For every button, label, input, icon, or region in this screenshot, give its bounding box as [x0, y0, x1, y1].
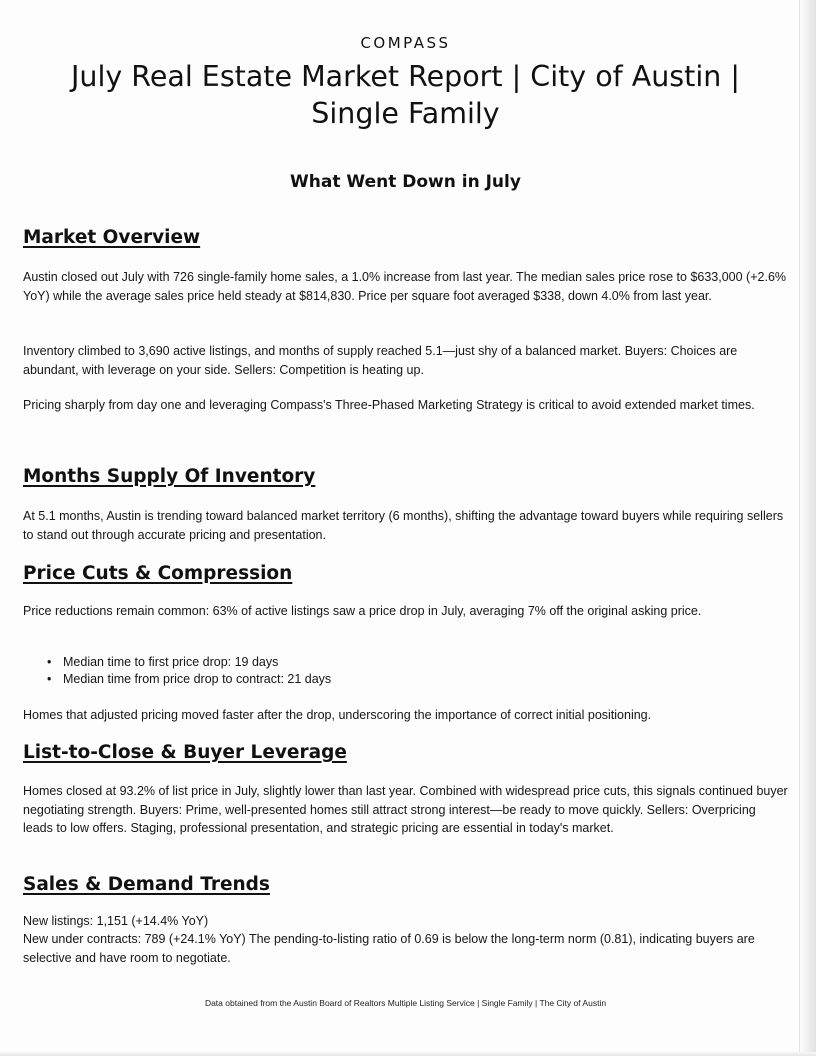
list-item	[47, 654, 331, 671]
months-supply-paragraph: At 5.1 months, Austin is trending toward balanced market territory (6 months), shifting the advantage toward buyers while requiring sellers to stand out through accurate pricing and presentation.	[23, 509, 784, 542]
list-to-close-paragraph: Homes closed at 93.2% of list price in July, slightly lower than last year. Combined with widespread price cuts, this signals continued buyer negotiating strength. Buyers: Prime, well-presented homes still attract strong interest—be ready to move quickly. Sellers: Overpricing leads to low offers. Staging, professional presentation, and strategic pricing are essential in today's market.	[23, 784, 788, 835]
list-item	[47, 671, 331, 688]
bullet-text: Median time to first price drop: 19 days	[63, 655, 279, 669]
market-overview-paragraph-1: Austin closed out July with 726 single-family home sales, a 1.0% increase from last year. The median sales price rose to $633,000 (+2.6% YoY) while the average sales price held steady at $814,830. Price per square foot averaged $338, down 4.0% from last year.	[23, 270, 787, 303]
price-cuts-paragraph-1: Price reductions remain common: 63% of active listings saw a price drop in July, averaging 7% off the original asking price.	[23, 604, 702, 618]
new-listings-line: New listings: 1,151 (+14.4% YoY)	[23, 914, 209, 928]
price-cuts-paragraph-2: Homes that adjusted pricing moved faster after the drop, underscoring the importance of correct initial positioning.	[23, 708, 652, 722]
report-title: July Real Estate Market Report | City of Austin | Single Family	[71, 60, 740, 130]
page-edge-shadow	[799, 0, 816, 1056]
bullet-dot-icon: •	[47, 655, 52, 669]
market-overview-paragraph-3: Pricing sharply from day one and leveraging Compass's Three-Phased Marketing Strategy is critical to avoid extended market times.	[23, 398, 755, 412]
brand-logo: COMPASS	[360, 34, 451, 52]
bullet-text: Median time from price drop to contract: 21 days	[63, 672, 332, 686]
market-overview-paragraph-2: Inventory climbed to 3,690 active listings, and months of supply reached 5.1—just shy of a balanced market. Buyers: Choices are abundant, with leverage on your side. Sellers: Competition is heating up.	[23, 344, 738, 377]
price-cuts-heading: Price Cuts & Compression	[23, 563, 293, 584]
list-to-close-heading: List-to-Close & Buyer Leverage	[23, 742, 347, 763]
page-bottom-shadow	[0, 1052, 816, 1056]
market-overview-heading: Market Overview	[23, 227, 201, 248]
months-supply-heading: Months Supply Of Inventory	[23, 466, 316, 487]
new-under-contracts-line: New under contracts: 789 (+24.1% YoY) The pending-to-listing ratio of 0.69 is below the long-term norm (0.81), indicating buyers are selective and have room to negotiate.	[23, 932, 755, 965]
sales-demand-heading: Sales & Demand Trends	[23, 874, 270, 895]
price-drop-timing-list	[47, 654, 331, 688]
data-source-footer: Data obtained from the Austin Board of Realtors Multiple Listing Service | Single Family | The City of Austin	[204, 998, 607, 1008]
report-subtitle: What Went Down in July	[290, 172, 521, 192]
bullet-dot-icon: •	[47, 672, 52, 686]
